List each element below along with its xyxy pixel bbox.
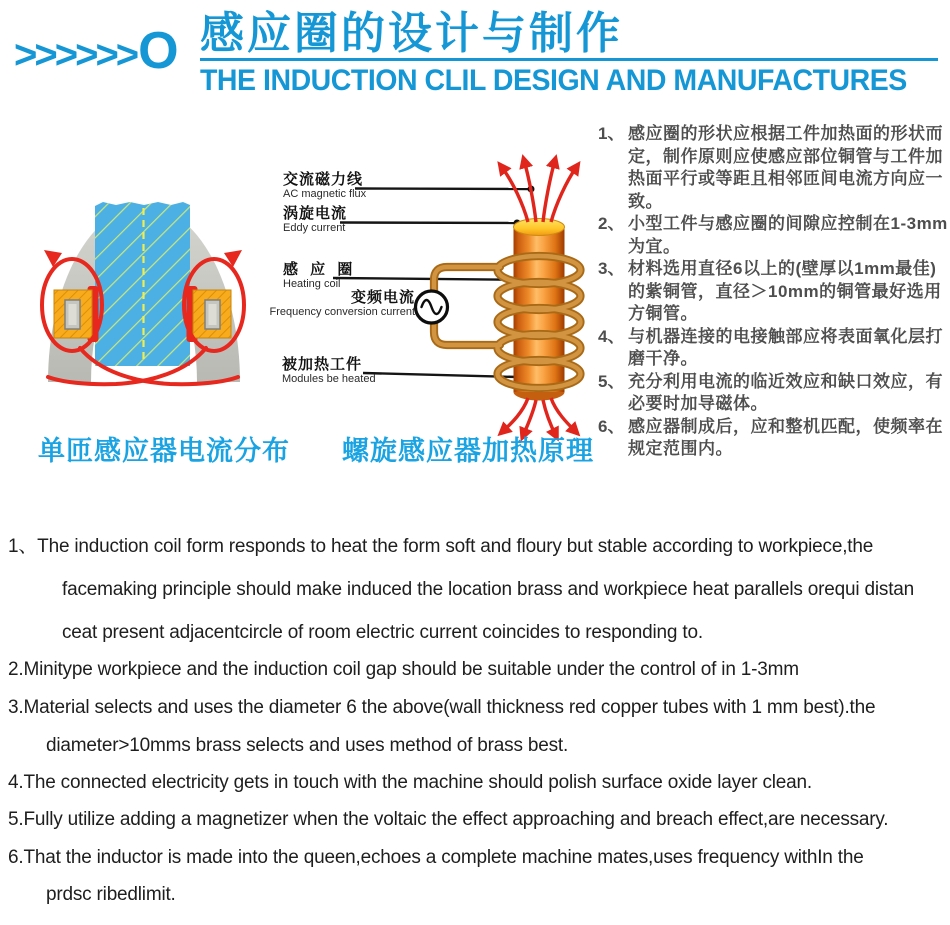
list-line: 2.Minitype workpiece and the induction coil gap should be suitable under the control of in 1-3mm [8, 659, 799, 680]
magnetic-flux-arrows-top [501, 160, 577, 222]
list-item: 4、 与机器连接的电接触部应将表面氧化层打磨干净。 [598, 326, 943, 368]
list-item: 2、 小型工件与感应圈的间隙应控制在1-3mm为宜。 [598, 214, 948, 256]
list-line: prdsc ribedlimit. [46, 884, 176, 905]
english-notes-list [8, 537, 946, 905]
list-line: diameter>10mms brass selects and uses method of brass best. [46, 735, 569, 756]
title-underline [200, 58, 938, 61]
list-item: 1、 感应圈的形状应根据工件加热面的形状而定，制作原则应使感应部位铜管与工件加热面平行或等距且相邻匝间电流方向应一致。 [598, 124, 943, 211]
label-heating-coil: 感 应 圈 Heating coil [283, 261, 357, 290]
list-item: 3、 材料选用直径6以上的(壁厚以1mm最佳)的紫铜管，直径＞10mm的铜管最好选用方铜管。 [598, 259, 942, 323]
label-eddy-current: 涡旋电流 Eddy current [283, 205, 348, 234]
list-line: 4.The connected electricity gets in touch with the machine should polish surface oxide layer clean. [8, 772, 812, 793]
list-line: 6.That the inductor is made into the queen,echoes a complete machine mates,uses frequency withIn the [8, 847, 864, 868]
page-title-chinese: 感应圈的设计与制作 [200, 9, 623, 58]
list-item: 5、 充分利用电流的临近效应和缺口效应，有必要时加导磁体。 [598, 371, 943, 413]
list-line: 5.Fully utilize adding a magnetizer when the voltaic the effect approaching and breach effect,are necessary. [8, 809, 889, 830]
page-title-english: THE INDUCTION CLIL DESIGN AND MANUFACTURES [200, 63, 907, 97]
workpiece-block [95, 202, 190, 366]
cylinder-top-cap [514, 219, 565, 236]
section-marker [14, 22, 179, 80]
inductor-coil-right [193, 290, 231, 338]
label-modules-be-heated: 被加热工件 Modules be heated [282, 356, 376, 385]
list-item: 6、 感应器制成后，应和整机匹配，使频率在规定范围内。 [598, 416, 943, 458]
label-ac-magnetic-flux: 交流磁力线 AC magnetic flux [283, 171, 367, 200]
caption-helical-inductor: 螺旋感应器加热原理 [342, 436, 594, 466]
inductor-coil-left [54, 290, 92, 338]
list-line: facemaking principle should make induced the location brass and workpiece heat parallels orequi distan [62, 579, 915, 600]
list-line: 1、The induction coil form responds to heat the form soft and floury but stable according to workpiece,the [8, 536, 874, 557]
chevrons-icon: >>>>>> [14, 33, 137, 77]
list-line: ceat present adjacentcircle of room electric current coincides to responding to. [62, 622, 703, 643]
single-turn-inductor-figure [42, 202, 244, 384]
chinese-notes-list [598, 123, 948, 461]
header [200, 9, 940, 97]
marker-o: O [138, 22, 179, 80]
caption-single-turn-inductor: 单匝感应器电流分布 [38, 436, 290, 466]
ac-source-icon [416, 291, 448, 323]
list-line: 3.Material selects and uses the diameter 6 the above(wall thickness red copper tubes with 1 mm best).the [8, 697, 876, 718]
label-frequency-conversion-current: 变频电流 Frequency conversion current [269, 289, 415, 318]
